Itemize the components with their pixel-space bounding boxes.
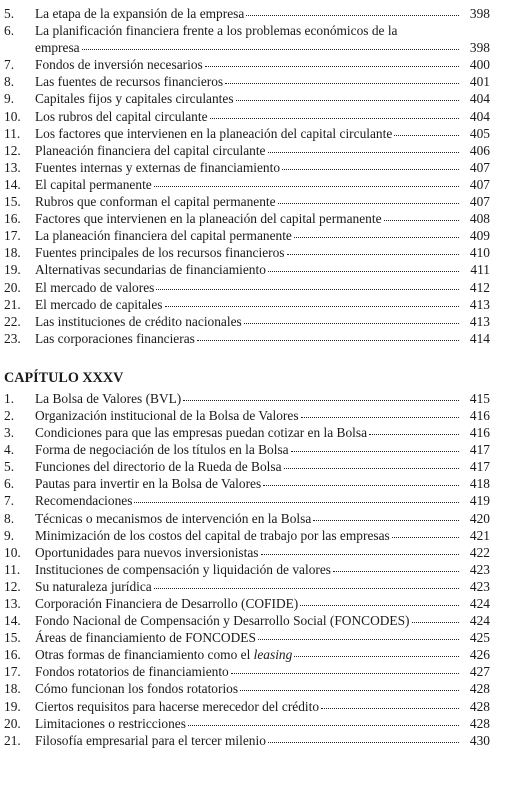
entry-page: 423 xyxy=(469,578,490,594)
dot-leader xyxy=(394,135,459,136)
entry-page: 426 xyxy=(469,647,490,663)
entry-number: 11. xyxy=(4,561,21,577)
entry-page: 407 xyxy=(469,194,490,210)
dot-leader xyxy=(384,220,459,221)
toc-entry xyxy=(4,732,490,749)
entry-number: 9. xyxy=(4,91,15,107)
dot-leader xyxy=(278,203,459,204)
dot-leader xyxy=(82,49,459,50)
entry-page: 412 xyxy=(469,279,490,295)
entry-number: 14. xyxy=(4,176,21,192)
dot-leader xyxy=(313,520,459,521)
toc-entry xyxy=(4,527,490,544)
dot-leader xyxy=(261,554,459,555)
entry-title: Funciones del directorio de la Rueda de Bolsa xyxy=(35,459,282,475)
entry-number: 8. xyxy=(4,74,15,90)
dot-leader xyxy=(333,571,459,572)
toc-section-previous-chapter xyxy=(0,5,515,347)
dot-leader xyxy=(183,400,459,401)
entry-title: Limitaciones o restricciones xyxy=(35,715,186,731)
entry-page: 422 xyxy=(469,544,490,560)
entry-page: 406 xyxy=(469,142,490,158)
toc-entry xyxy=(4,578,490,595)
entry-page: 416 xyxy=(469,425,490,441)
entry-page: 427 xyxy=(469,664,490,680)
entry-number: 12. xyxy=(4,142,21,158)
toc-entry xyxy=(4,680,490,697)
dot-leader xyxy=(197,340,459,341)
entry-title xyxy=(35,646,292,663)
dot-leader xyxy=(321,708,459,709)
toc-entry xyxy=(4,407,490,424)
dot-leader xyxy=(236,100,459,101)
dot-leader xyxy=(165,306,459,307)
entry-page: 413 xyxy=(469,313,490,329)
entry-page: 428 xyxy=(469,681,490,697)
entry-title: Fondos de inversión necesarios xyxy=(35,57,203,73)
dot-leader xyxy=(300,605,459,606)
dot-leader xyxy=(392,537,459,538)
entry-title: La planeación financiera del capital permanente xyxy=(35,228,292,244)
entry-page: 407 xyxy=(469,159,490,175)
toc-entry xyxy=(4,244,490,261)
toc-entry xyxy=(4,561,490,578)
entry-number: 17. xyxy=(4,228,21,244)
entry-number: 10. xyxy=(4,108,21,124)
entry-title: Condiciones para que las empresas puedan cotizar en la Bolsa xyxy=(35,425,368,441)
entry-number: 3. xyxy=(4,425,15,441)
entry-number: 7. xyxy=(4,57,15,73)
entry-page: 424 xyxy=(469,596,490,611)
entry-number: 19. xyxy=(4,262,21,278)
entry-title: Forma de negociación de los títulos en la Bolsa xyxy=(35,442,289,458)
entry-number: 23. xyxy=(4,330,21,346)
dot-leader xyxy=(268,271,459,272)
entry-number: 7. xyxy=(4,493,15,509)
entry-title: Organización institucional de la Bolsa de Valores xyxy=(35,407,299,423)
entry-page: 418 xyxy=(469,476,490,492)
entry-page: 424 xyxy=(469,613,490,629)
toc-entry xyxy=(4,595,490,612)
entry-title: Fuentes principales de los recursos financieros xyxy=(35,245,285,261)
dot-leader xyxy=(287,254,459,255)
entry-number: 21. xyxy=(4,732,21,748)
dot-leader xyxy=(301,417,459,418)
entry-page: 413 xyxy=(469,296,490,312)
entry-page: 398 xyxy=(469,40,490,56)
toc-entry xyxy=(4,176,490,193)
entry-title: Ciertos requisitos para hacerse merecedor del crédito xyxy=(35,698,320,714)
entry-page: 421 xyxy=(469,527,490,543)
dot-leader xyxy=(284,468,459,469)
entry-title: Factores que intervienen en la planeación del capital permanente xyxy=(35,211,382,227)
entry-page: 423 xyxy=(469,561,490,577)
entry-page: 417 xyxy=(469,459,490,475)
toc-entry xyxy=(4,544,490,561)
entry-page: 407 xyxy=(469,176,490,192)
toc-entry xyxy=(4,424,490,441)
toc-entry xyxy=(4,663,490,680)
entry-page: 417 xyxy=(469,442,490,458)
entry-page: 428 xyxy=(469,698,490,714)
toc-entry xyxy=(4,330,490,347)
toc-entry xyxy=(4,313,490,330)
toc-entry xyxy=(4,629,490,646)
entry-title: La etapa de la expansión de la empresa xyxy=(35,6,245,21)
entry-number: 10. xyxy=(4,544,21,560)
toc-entry xyxy=(4,715,490,732)
entry-title: Los factores que intervienen en la planeación del capital circulante xyxy=(35,125,393,141)
entry-title: El capital permanente xyxy=(35,176,152,192)
entry-page: 428 xyxy=(469,715,490,731)
dot-leader xyxy=(205,66,459,67)
entry-page: 398 xyxy=(469,6,490,21)
toc-entry xyxy=(4,159,490,176)
entry-number: 2. xyxy=(4,407,15,423)
entry-title: Capitales fijos y capitales circulantes xyxy=(35,91,234,107)
dot-leader xyxy=(154,186,459,187)
toc-entry xyxy=(4,227,490,244)
toc-entry xyxy=(4,698,490,715)
entry-page: 404 xyxy=(469,108,490,124)
entry-number: 19. xyxy=(4,698,21,714)
dot-leader xyxy=(134,502,459,503)
entry-title: Instituciones de compensación y liquidación de valores xyxy=(35,561,331,577)
toc-entry xyxy=(4,193,490,210)
toc-entry xyxy=(4,5,490,22)
entry-title: Las corporaciones financieras xyxy=(35,330,195,346)
dot-leader xyxy=(282,169,459,170)
entry-number: 4. xyxy=(4,442,15,458)
entry-title: El mercado de valores xyxy=(35,279,155,295)
entry-page: 425 xyxy=(469,630,490,646)
toc-section-chapter-xxxv xyxy=(0,390,515,749)
entry-title: Las instituciones de crédito nacionales xyxy=(35,313,242,329)
dot-leader xyxy=(258,639,459,640)
toc-entry xyxy=(4,210,490,227)
entry-title: Fondo Nacional de Compensación y Desarrollo Social (FONCODES) xyxy=(35,613,410,629)
dot-leader xyxy=(412,622,459,623)
entry-page: 414 xyxy=(469,330,490,346)
entry-title: Su naturaleza jurídica xyxy=(35,578,152,594)
dot-leader xyxy=(294,656,459,657)
entry-page: 404 xyxy=(469,91,490,107)
entry-title: Minimización de los costos del capital de trabajo por las empresas xyxy=(35,527,390,543)
entry-title-italic: leasing xyxy=(253,647,293,663)
entry-title-continued: empresa xyxy=(35,40,80,56)
toc-entry xyxy=(4,56,490,73)
entry-title: Pautas para invertir en la Bolsa de Valores xyxy=(35,476,262,492)
entry-page: 408 xyxy=(469,211,490,227)
dot-leader xyxy=(294,237,459,238)
entry-number: 21. xyxy=(4,296,21,312)
entry-title: Recomendaciones xyxy=(35,493,133,509)
entry-title: Planeación financiera del capital circulante xyxy=(35,142,266,158)
entry-page: 405 xyxy=(469,125,490,141)
toc-entry xyxy=(4,90,490,107)
entry-page: 411 xyxy=(470,262,490,278)
entry-title: La Bolsa de Valores (BVL) xyxy=(35,390,182,406)
entry-page: 420 xyxy=(469,510,490,526)
entry-page: 400 xyxy=(469,57,490,73)
entry-title: Áreas de financiamiento de FONCODES xyxy=(35,630,256,646)
chapter-heading: CAPÍTULO XXXV xyxy=(4,369,124,386)
entry-title: Fuentes internas y externas de financiamiento xyxy=(35,159,281,175)
entry-title: Filosofía empresarial para el tercer milenio xyxy=(35,732,266,748)
toc-entry xyxy=(4,458,490,475)
entry-page: 430 xyxy=(469,732,490,748)
entry-page: 401 xyxy=(469,74,490,90)
entry-number: 1. xyxy=(4,390,15,406)
dot-leader xyxy=(244,323,459,324)
entry-number: 13. xyxy=(4,159,21,175)
toc-entry xyxy=(4,296,490,313)
entry-number: 9. xyxy=(4,527,15,543)
toc-entry xyxy=(4,108,490,125)
entry-number: 5. xyxy=(4,459,15,475)
entry-number: 16. xyxy=(4,211,21,227)
toc-entry xyxy=(4,73,490,90)
toc-entry xyxy=(4,22,490,56)
toc-entry xyxy=(4,390,490,407)
entry-number: 6. xyxy=(4,23,15,39)
dot-leader xyxy=(263,485,459,486)
toc-entry xyxy=(4,441,490,458)
entry-page: 410 xyxy=(469,245,490,261)
dot-leader xyxy=(225,83,459,84)
entry-page: 416 xyxy=(469,407,490,423)
entry-title: Las fuentes de recursos financieros xyxy=(35,74,224,90)
entry-title-text: Otras formas de financiamiento como el xyxy=(35,647,254,663)
dot-leader xyxy=(240,690,459,691)
toc-entry xyxy=(4,475,490,492)
entry-number: 8. xyxy=(4,510,15,526)
toc-entry xyxy=(4,125,490,142)
entry-number: 18. xyxy=(4,245,21,261)
dot-leader xyxy=(154,588,459,589)
entry-number: 18. xyxy=(4,681,21,697)
entry-number: 20. xyxy=(4,279,21,295)
entry-number: 13. xyxy=(4,596,21,611)
entry-number: 12. xyxy=(4,578,21,594)
entry-page: 419 xyxy=(469,493,490,509)
entry-title: Rubros que conforman el capital permanente xyxy=(35,194,276,210)
dot-leader xyxy=(268,742,459,743)
entry-number: 20. xyxy=(4,715,21,731)
toc-entry xyxy=(4,142,490,159)
entry-title: La planificación financiera frente a los problemas económicos de la xyxy=(35,23,398,39)
dot-leader xyxy=(156,289,459,290)
dot-leader xyxy=(369,434,459,435)
entry-title: Técnicas o mecanismos de intervención en la Bolsa xyxy=(35,510,312,526)
toc-entry xyxy=(4,646,490,663)
entry-title: Oportunidades para nuevos inversionistas xyxy=(35,544,259,560)
entry-number: 11. xyxy=(4,125,21,141)
entry-number: 17. xyxy=(4,664,21,680)
entry-title: El mercado de capitales xyxy=(35,296,163,312)
entry-title: Cómo funcionan los fondos rotatorios xyxy=(35,681,239,697)
toc-entry xyxy=(4,261,490,278)
toc-entry xyxy=(4,612,490,629)
dot-leader xyxy=(246,15,459,16)
entry-title: Alternativas secundarias de financiamiento xyxy=(35,262,266,278)
entry-number: 5. xyxy=(4,6,15,21)
toc-entry xyxy=(4,492,490,509)
dot-leader xyxy=(291,451,459,452)
entry-title: Los rubros del capital circulante xyxy=(35,108,208,124)
dot-leader xyxy=(268,152,460,153)
entry-number: 22. xyxy=(4,313,21,329)
entry-title: Corporación Financiera de Desarrollo (COFIDE) xyxy=(35,596,299,611)
dot-leader xyxy=(231,673,459,674)
entry-number: 15. xyxy=(4,630,21,646)
entry-page: 415 xyxy=(469,390,490,406)
entry-number: 14. xyxy=(4,613,21,629)
dot-leader xyxy=(210,118,459,119)
toc-entry xyxy=(4,510,490,527)
entry-number: 15. xyxy=(4,194,21,210)
entry-title: Fondos rotatorios de financiamiento xyxy=(35,664,229,680)
entry-number: 6. xyxy=(4,476,15,492)
entry-number: 16. xyxy=(4,647,21,663)
toc-entry xyxy=(4,279,490,296)
entry-page: 409 xyxy=(469,228,490,244)
dot-leader xyxy=(188,725,459,726)
